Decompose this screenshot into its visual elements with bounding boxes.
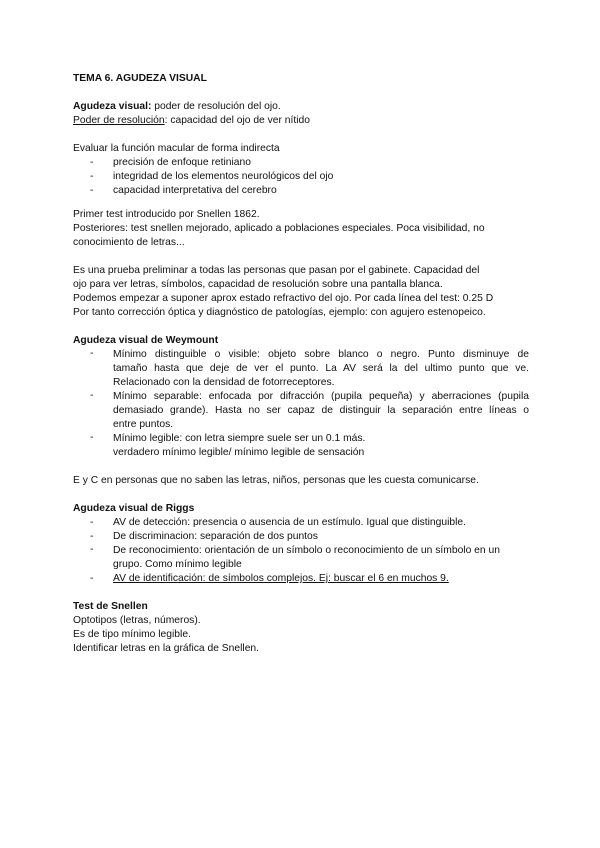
list-item: - De reconocimiento: orientación de un símbolo o reconocimiento de un símbolo en un grupo. Como mínimo legible (73, 544, 529, 572)
history-line-3: conocimiento de letras... (73, 237, 185, 248)
resolution-line (73, 114, 529, 128)
evaluate-intro: Evaluar la función macular de forma indirecta (73, 143, 280, 154)
weymount-list (73, 348, 529, 460)
definition-line (73, 100, 529, 114)
snellen-heading: Test de Snellen (73, 601, 148, 612)
list-item: - AV de detección: presencia o ausencia de un estímulo. Igual que distinguible. (73, 516, 529, 530)
preliminary-line-1: Es una prueba preliminar a todas las personas que pasan por el gabinete. Capacidad del (73, 265, 480, 276)
document-page (73, 72, 529, 656)
preliminary-line-4: Por tanto corrección óptica y diagnóstico de patologías, ejemplo: con agujero estenopeico. (73, 307, 486, 318)
list-item: - integridad de los elementos neurológicos del ojo (73, 170, 529, 184)
definition-label: Agudeza visual: (73, 101, 152, 112)
riggs-heading: Agudeza visual de Riggs (73, 503, 195, 514)
eyc-line: E y C en personas que no saben las letras, niños, personas que les cuesta comunicarse. (73, 475, 479, 486)
list-item (73, 572, 529, 586)
preliminary-line-3: Podemos empezar a suponer aprox estado refractivo del ojo. Por cada línea del test: 0.25 D (73, 293, 494, 304)
list-item: - precisión de enfoque retiniano (73, 156, 529, 170)
weymount-heading: Agudeza visual de Weymount (73, 335, 219, 346)
list-item: - capacidad interpretativa del cerebro (73, 184, 529, 198)
definition-text: poder de resolución del ojo. (151, 101, 281, 112)
snellen-line-3: Identificar letras en la gráfica de Snellen. (73, 643, 260, 654)
document-title: TEMA 6. AGUDEZA VISUAL (73, 73, 207, 84)
snellen-line-2: Es de tipo mínimo legible. (73, 629, 191, 640)
snellen-line-1: Optotipos (letras, números). (73, 615, 201, 626)
identification-text: AV de identificación: de símbolos complejos. Ej: buscar el 6 en muchos 9. (113, 573, 449, 584)
list-item: - Mínimo separable: enfocada por difracción (pupila pequeña) y aberraciones (pupila demasiado grande). Hasta no ser capaz de distinguir la separación entre líneas o entre puntos. (73, 390, 529, 432)
preliminary-line-2: ojo para ver letras, símbolos, capacidad de resolución sobre una pantalla blanca. (73, 279, 443, 290)
history-line-1: Primer test introducido por Snellen 1862. (73, 209, 260, 220)
list-item: - Mínimo legible: con letra siempre suele ser un 0.1 más. verdadero mínimo legible/ mínimo legible de sensación (73, 432, 529, 460)
list-item: - De discriminacion: separación de dos puntos (73, 530, 529, 544)
history-line-2: Posteriores: test snellen mejorado, aplicado a poblaciones especiales. Poca visibilidad, no (73, 223, 485, 234)
resolution-text: : capacidad del ojo de ver nítido (164, 115, 310, 126)
list-item: - Mínimo distinguible o visible: objeto sobre blanco o negro. Punto disminuye de tamaño hasta que deje de ver el punto. La AV será la del ultimo punto que ve. Relacionado con la densidad de fotorreceptores. (73, 348, 529, 390)
resolution-label: Poder de resolución (73, 115, 165, 126)
evaluate-list (73, 156, 529, 198)
riggs-list (73, 516, 529, 586)
